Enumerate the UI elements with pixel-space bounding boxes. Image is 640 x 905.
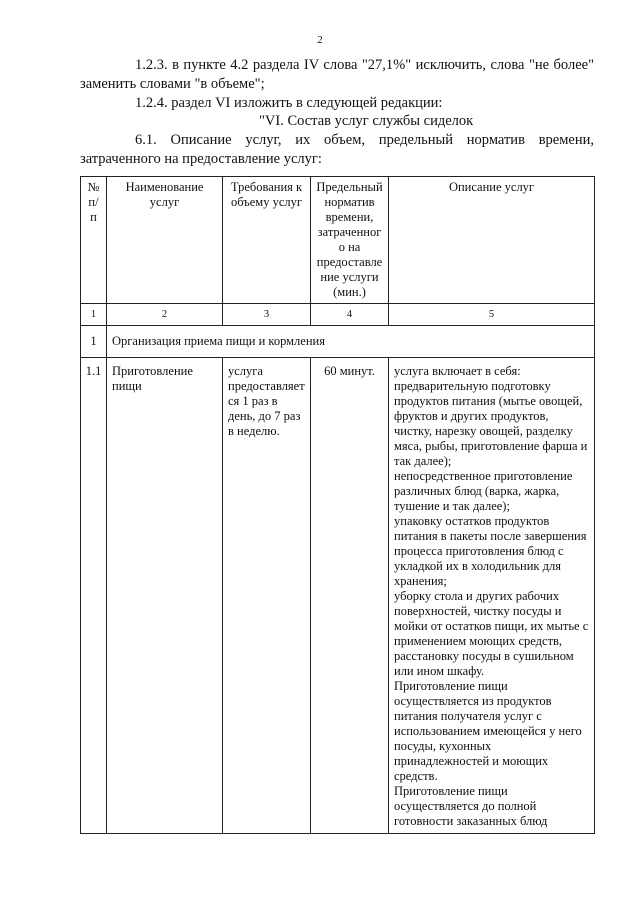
column-number: 3 bbox=[223, 304, 311, 326]
row-requirements: услуга предоставляет ся 1 раз в день, до 7 раз в неделю. bbox=[223, 358, 311, 834]
header-description: Описание услуг bbox=[389, 177, 595, 304]
description-line: предварительную подготовку продуктов питания (мытье овощей, фруктов и других продуктов, чистку, нарезку овощей, разделку мяса, рыбы, приготовление фарша и так далее); bbox=[394, 379, 588, 468]
paragraph-6-1: 6.1. Описание услуг, их объем, предельный норматив времени, затраченного на предоставление услуг: bbox=[80, 132, 594, 167]
page-number: 2 bbox=[317, 34, 323, 46]
header-time-limit: Предельный норматив времени, затраченног о на предоставле ние услуги (мин.) bbox=[311, 177, 389, 304]
description-line: Приготовление пищи осуществляется из продуктов питания получателя услуг с использованием имеющейся у него посуды, кухонных принадлежностей и моющих средств. bbox=[394, 679, 582, 783]
description-line: уборку стола и других рабочих поверхностей, чистку посуды и мойки от остатков пищи, их мытье с применением моющих средств, расстановку посуды в сушильном или ином шкафу. bbox=[394, 589, 589, 678]
row-time: 60 минут. bbox=[311, 358, 389, 834]
row-num: 1.1 bbox=[81, 358, 107, 834]
section-num: 1 bbox=[81, 326, 107, 358]
services-table bbox=[80, 176, 595, 834]
row-description bbox=[389, 358, 595, 834]
header-num: № п/п bbox=[81, 177, 107, 304]
paragraph-1-2-4: 1.2.4. раздел VI изложить в следующей редакции: bbox=[135, 95, 443, 111]
section-title: Организация приема пищи и кормления bbox=[107, 326, 595, 358]
row-name: Приготовление пищи bbox=[107, 358, 223, 834]
description-line: упаковку остатков продуктов питания в пакеты после завершения процесса приготовления блюд с укладкой их в холодильник для хранения; bbox=[394, 514, 587, 588]
column-number: 2 bbox=[107, 304, 223, 326]
header-name: Наименование услуг bbox=[107, 177, 223, 304]
table-row bbox=[81, 358, 595, 834]
column-number: 4 bbox=[311, 304, 389, 326]
column-number-row bbox=[81, 304, 595, 326]
column-number: 1 bbox=[81, 304, 107, 326]
table-header-row bbox=[81, 177, 595, 304]
column-number: 5 bbox=[389, 304, 595, 326]
header-requirements: Требования к объему услуг bbox=[223, 177, 311, 304]
paragraph-1-2-3: 1.2.3. в пункте 4.2 раздела IV слова "27,1%" исключить, слова "не более" заменить словами "в объеме"; bbox=[80, 57, 594, 92]
section-heading: "VI. Состав услуг службы сиделок bbox=[259, 113, 474, 129]
description-line: услуга включает в себя: bbox=[394, 364, 521, 378]
section-row bbox=[81, 326, 595, 358]
description-line: Приготовление пищи осуществляется до полной готовности заказанных блюд bbox=[394, 784, 548, 828]
description-line: непосредственное приготовление различных блюд (варка, жарка, тушение и так далее); bbox=[394, 469, 573, 513]
